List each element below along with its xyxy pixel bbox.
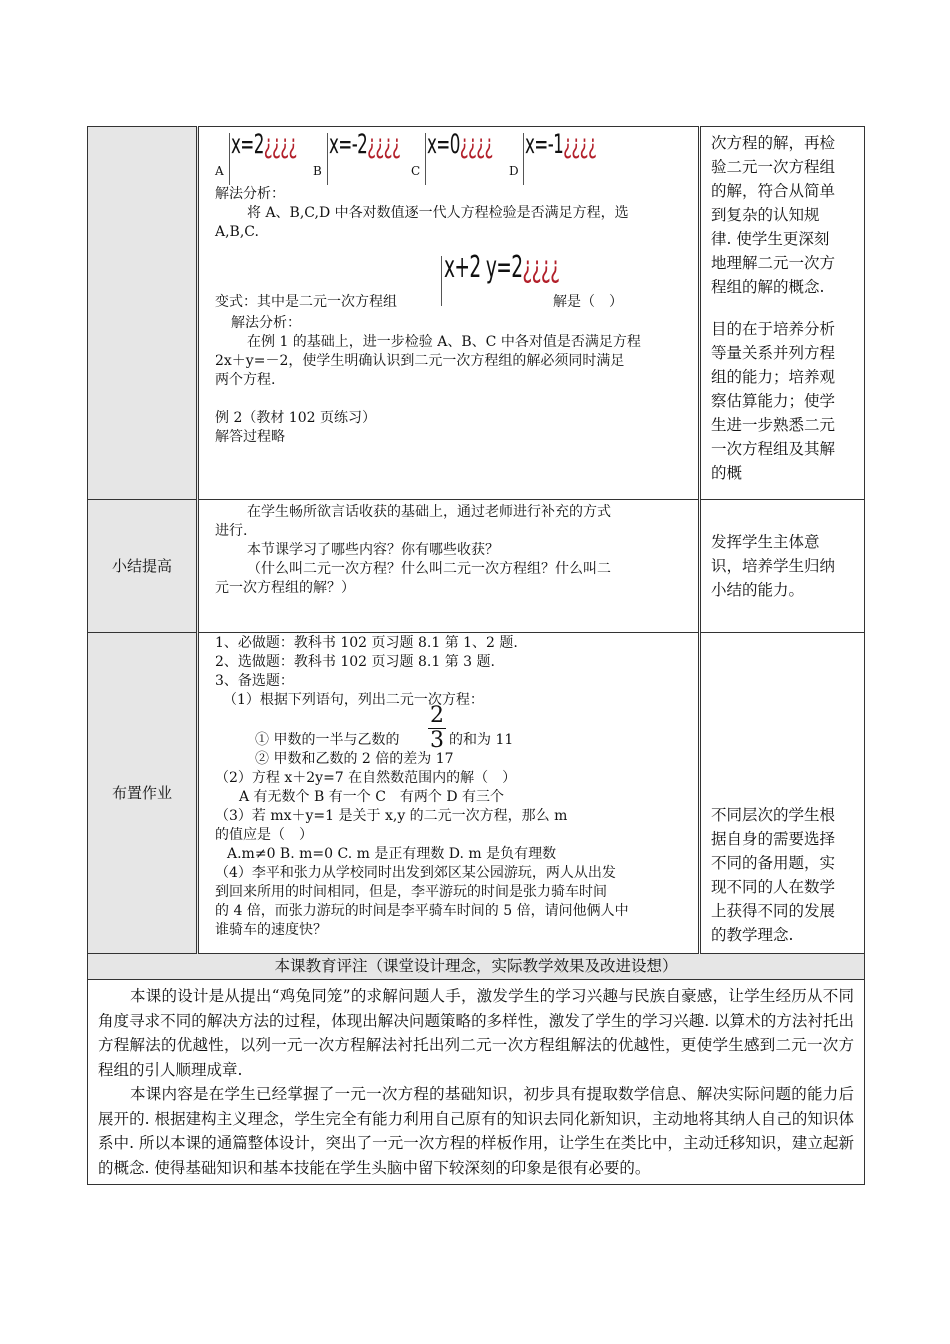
variant-line bbox=[215, 250, 692, 314]
note-line: 现不同的人在数学 bbox=[711, 878, 836, 896]
analysis-text: 将 A、B,C,D 中各对数值逐一代人方程检验是否满足方程，选 bbox=[247, 205, 629, 221]
brace-icon bbox=[441, 256, 442, 306]
homework-text: 的和为 11 bbox=[449, 732, 514, 748]
lesson-plan-page bbox=[87, 126, 864, 1185]
evaluation-paragraph: 本课内容是在学生已经掌握了一元一次方程的基础知识，初步具有提取数学信息、解决实际问题的能力后展开的. 根据建构主义理念，学生完全有能力利用自己原有的知识去同化新知识，主动地将其纳人自己的知识体系中. 所以本课的通篇整体设计，突出了一元一次方程的样板作用，让学生在类比中，主动迁移知识，建立起新的概念. 使得基础知识和基本技能在学生头脑中留下较深刻的印象是很有必要的。 bbox=[98, 1085, 854, 1177]
note-line: 小结的能力。 bbox=[711, 581, 805, 599]
note-line: 验二元一次方程组 bbox=[711, 158, 836, 176]
note-line: 地理解二元一次方 bbox=[711, 254, 836, 272]
analysis-text: 2x＋y=－2，使学生明确认识到二元一次方程组的解必须同时满足 bbox=[215, 353, 625, 369]
note-line: 到复杂的认知规 bbox=[711, 206, 820, 224]
summary-text: 进行. bbox=[215, 523, 248, 539]
summary-text: 本节课学习了哪些内容？你有哪些收获？ bbox=[247, 542, 499, 558]
option-letter: A bbox=[215, 164, 224, 178]
note-line: 次方程的解，再检 bbox=[711, 134, 836, 152]
homework-text: （2）方程 x＋2y=7 在自然数范围内的解（ ） bbox=[215, 770, 517, 786]
note-line: 不同层次的学生根 bbox=[711, 806, 836, 824]
homework-text: 2、选做题：教科书 102 页习题 8.1 第 3 题. bbox=[215, 654, 495, 670]
fraction-numerator: 2 bbox=[430, 703, 444, 728]
note-line: 目的在于培养分析 bbox=[711, 320, 836, 338]
option-equation: x=-2 bbox=[329, 129, 368, 160]
homework-text: （1）根据下列语句，列出二元一次方程： bbox=[223, 692, 484, 708]
note-line: 据自身的需要选择 bbox=[711, 830, 836, 848]
garbled-text: ¿¿¿¿ bbox=[522, 250, 560, 285]
examples-content bbox=[198, 127, 700, 500]
garbled-text: ¿¿¿¿ bbox=[563, 129, 597, 160]
evaluation-body bbox=[88, 980, 865, 1185]
variant-suffix: 解是（ ） bbox=[553, 294, 623, 310]
option-letter: B bbox=[313, 164, 322, 178]
note-line: 的解，符合从简单 bbox=[711, 182, 836, 200]
garbled-text: ¿¿¿¿ bbox=[367, 129, 401, 160]
lesson-plan-table bbox=[87, 126, 865, 1185]
summary-text: 在学生畅所欲言话收获的基础上，通过老师进行补充的方式 bbox=[247, 504, 611, 520]
summary-text: 元一次方程组的解？） bbox=[215, 580, 355, 596]
fraction bbox=[426, 704, 448, 753]
note-line: 生进一步熟悉二元 bbox=[711, 416, 836, 434]
homework-text: 谁骑车的速度快？ bbox=[215, 922, 327, 938]
row-label: 布置作业 bbox=[88, 633, 198, 954]
row-summary bbox=[88, 500, 865, 633]
homework-content bbox=[198, 633, 700, 954]
analysis-title: 解法分析： bbox=[215, 186, 285, 202]
analysis-text: A,B,C. bbox=[215, 224, 259, 240]
fraction-line bbox=[215, 703, 692, 753]
homework-text: 1、必做题：教科书 102 页习题 8.1 第 1、2 题. bbox=[215, 635, 518, 651]
example-title: 例 2（教材 102 页练习） bbox=[215, 410, 376, 426]
variant-prefix: 变式：其中是二元一次方程组 bbox=[215, 294, 397, 310]
option-equation: x=0 bbox=[427, 129, 460, 160]
note-line: 察估算能力；使学 bbox=[711, 392, 836, 410]
example-answer: 解答过程略 bbox=[215, 429, 285, 445]
brace-icon bbox=[229, 133, 230, 185]
note-line: 上获得不同的发展 bbox=[711, 902, 836, 920]
row-homework bbox=[88, 633, 865, 954]
variant-equation: x+2 y=2 bbox=[444, 250, 523, 285]
option-letter: D bbox=[509, 164, 519, 178]
note-line: 一次方程组及其解 bbox=[711, 440, 836, 458]
option-equation: x=-1 bbox=[525, 129, 564, 160]
row-evaluation-body bbox=[88, 980, 865, 1185]
brace-icon bbox=[523, 133, 524, 185]
analysis-text: 在例 1 的基础上，进一步检验 A、B、C 中各对值是否满足方程 bbox=[247, 334, 641, 350]
option-equation: x=2 bbox=[231, 129, 264, 160]
summary-note bbox=[700, 500, 865, 633]
fraction-denominator: 3 bbox=[430, 728, 444, 753]
homework-text: （3）若 mx＋y=1 是关于 x,y 的二元一次方程，那么 m bbox=[215, 808, 568, 824]
evaluation-paragraph: 本课的设计是从提出“鸡兔同笼”的求解问题人手，激发学生的学习兴趣与民族自豪感，让学生经历从不同角度寻求不同的解决方法的过程，体现出解决问题策略的多样性，激发了学生的学习兴趣. 以算术的方法衬托出方程解法的优越性，以列一元一次方程解法衬托出列二元一次方程组解法的优越性，更使学生感到二元一次方程组的引人顺理成章. bbox=[98, 987, 854, 1079]
homework-text: A.m≠0 B. m=0 C. m 是正有理数 D. m 是负有理数 bbox=[227, 846, 557, 862]
evaluation-heading: 本课教育评注（课堂设计理念，实际教学效果及改进设想） bbox=[88, 954, 865, 980]
homework-text: A 有无数个 B 有一个 C 有两个 D 有三个 bbox=[239, 789, 505, 805]
option-letter: C bbox=[411, 164, 421, 178]
note-line: 组的能力；培养观 bbox=[711, 368, 836, 386]
note-line: 的概 bbox=[711, 464, 743, 482]
note-line: 程组的解的概念. bbox=[711, 278, 825, 296]
garbled-text: ¿¿¿¿ bbox=[459, 129, 493, 160]
answer-options bbox=[215, 129, 692, 185]
brace-icon bbox=[327, 133, 328, 185]
row-label-empty bbox=[88, 127, 198, 500]
homework-text: 的值应是（ ） bbox=[215, 827, 313, 843]
row-examples bbox=[88, 127, 865, 500]
garbled-text: ¿¿¿¿ bbox=[263, 129, 297, 160]
homework-text: ① 甲数的一半与乙数的 bbox=[255, 732, 400, 748]
row-evaluation-heading bbox=[88, 954, 865, 980]
note-line: 识，培养学生归纳 bbox=[711, 557, 836, 575]
note-line: 的教学理念. bbox=[711, 926, 794, 944]
design-intent-note bbox=[700, 127, 865, 500]
homework-text: 3、备选题： bbox=[215, 673, 294, 689]
note-line: 律. 使学生更深刻 bbox=[711, 230, 830, 248]
note-line: 等量关系并列方程 bbox=[711, 344, 836, 362]
analysis-title: 解法分析： bbox=[231, 315, 301, 331]
summary-text: （什么叫二元一次方程？什么叫二元一次方程组？什么叫二 bbox=[247, 561, 611, 577]
note-line: 不同的备用题，实 bbox=[711, 854, 836, 872]
homework-note bbox=[700, 633, 865, 954]
analysis-text: 两个方程. bbox=[215, 372, 276, 388]
homework-text: （4）李平和张力从学校同时出发到郊区某公园游玩，两人从出发 bbox=[215, 865, 616, 881]
summary-content bbox=[198, 500, 700, 633]
brace-icon bbox=[425, 133, 426, 185]
homework-text: 到回来所用的时间相同，但是，李平游玩的时间是张力骑车时间 bbox=[215, 884, 607, 900]
homework-text: 的 4 倍，而张力游玩的时间是李平骑车时间的 5 倍，请问他俩人中 bbox=[215, 903, 629, 919]
note-line: 发挥学生主体意 bbox=[711, 533, 820, 551]
row-label: 小结提高 bbox=[88, 500, 198, 633]
homework-text: ② 甲数和乙数的 2 倍的差为 17 bbox=[255, 751, 454, 767]
